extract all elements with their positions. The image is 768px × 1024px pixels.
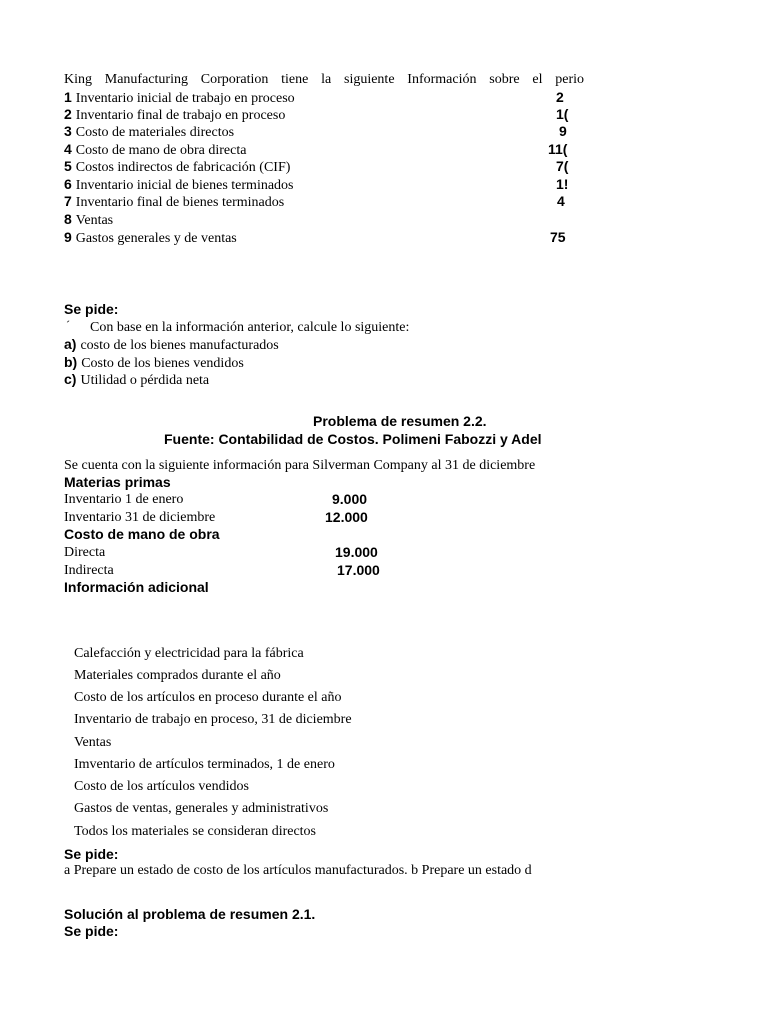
list-item: Imventario de artículos terminados, 1 de enero [74, 757, 335, 772]
list-item [64, 141, 246, 159]
list-item: Todos los materiales se consideran directos [74, 824, 317, 839]
item-label: Costo de materiales directos [75, 125, 235, 140]
task-letter: a) [64, 336, 77, 352]
item-value: 4 [557, 193, 565, 209]
item-value: 7( [556, 158, 569, 174]
item-value: 11( [548, 141, 568, 157]
item-number: 9 [64, 229, 72, 245]
list-item [64, 193, 284, 211]
problem2-title: Problema de resumen 2.2. [313, 413, 487, 429]
task-text: costo de los bienes manufacturados [80, 338, 279, 353]
materias-heading: Materias primas [64, 474, 171, 490]
list-item [64, 123, 234, 141]
item-value: 9 [559, 123, 567, 139]
list-item [64, 106, 285, 124]
item-label: Inventario final de trabajo en proceso [75, 108, 286, 123]
list-item: Materiales comprados durante el año [74, 668, 281, 683]
list-item [64, 158, 290, 176]
task-item [64, 354, 244, 372]
list-item [64, 211, 113, 229]
info-adicional-heading: Información adicional [64, 579, 209, 595]
problem2-request: a Prepare un estado de costo de los artículos manufacturados. b Prepare un estado d [64, 863, 532, 878]
item-number: 3 [64, 123, 72, 139]
problem2-source: Fuente: Contabilidad de Costos. Polimeni Fabozzi y Adel [164, 431, 542, 447]
list-item: Costo de los artículos en proceso durante el año [74, 690, 342, 705]
list-item [64, 229, 237, 247]
item-label: Costos indirectos de fabricación (CIF) [75, 160, 291, 175]
task-letter: b) [64, 354, 78, 370]
se-pide-heading: Se pide: [64, 301, 119, 317]
list-item: Gastos de ventas, generales y administrativos [74, 801, 329, 816]
item-number: 7 [64, 193, 72, 209]
list-item: Inventario de trabajo en proceso, 31 de diciembre [74, 712, 352, 727]
item-number: 4 [64, 141, 72, 157]
item-value: 2 [556, 89, 564, 105]
task-letter: c) [64, 371, 77, 387]
item-number: 5 [64, 158, 72, 174]
list-item [64, 176, 294, 194]
item-label: Costo de mano de obra directa [75, 143, 247, 158]
item-number: 2 [64, 106, 72, 122]
item-value: 1( [556, 106, 569, 122]
list-item [64, 89, 295, 107]
item-number: 8 [64, 211, 72, 227]
item-label: Inventario inicial de trabajo en proceso [75, 91, 295, 106]
materias-label: Inventario 1 de enero [64, 492, 184, 507]
item-number: 6 [64, 176, 72, 192]
se-pide-heading: Se pide: [64, 923, 119, 939]
materias-label: Inventario 31 de diciembre [64, 510, 216, 525]
item-label: Gastos generales y de ventas [75, 231, 237, 246]
solution-title: Solución al problema de resumen 2.1. [64, 906, 316, 922]
problem1-intro: King Manufacturing Corporation tiene la siguiente Información sobre el perio [64, 72, 584, 87]
materias-value: 9.000 [332, 491, 368, 507]
se-pide-heading: Se pide: [64, 846, 119, 862]
task-item [64, 371, 209, 389]
bullet-mark: ´ [66, 318, 70, 332]
task-text: Costo de los bienes vendidos [81, 356, 244, 371]
mano-obra-heading: Costo de mano de obra [64, 526, 220, 542]
item-label: Inventario final de bienes terminados [75, 195, 285, 210]
mano-obra-label: Directa [64, 545, 106, 560]
materias-value: 12.000 [325, 509, 368, 525]
task-text: Utilidad o pérdida neta [80, 373, 210, 388]
instruction-text: Con base en la información anterior, calcule lo siguiente: [90, 320, 410, 335]
mano-obra-value: 19.000 [335, 544, 378, 560]
item-value: 1! [556, 176, 569, 192]
item-value: 75 [550, 229, 566, 245]
mano-obra-label: Indirecta [64, 563, 114, 578]
list-item: Calefacción y electricidad para la fábrica [74, 646, 304, 661]
item-label: Inventario inicial de bienes terminados [75, 178, 294, 193]
task-item [64, 336, 279, 354]
item-label: Ventas [75, 213, 114, 228]
item-number: 1 [64, 89, 72, 105]
problem2-intro: Se cuenta con la siguiente información para Silverman Company al 31 de diciembre [64, 458, 536, 473]
list-item: Costo de los artículos vendidos [74, 779, 249, 794]
list-item: Ventas [74, 735, 112, 750]
mano-obra-value: 17.000 [337, 562, 380, 578]
